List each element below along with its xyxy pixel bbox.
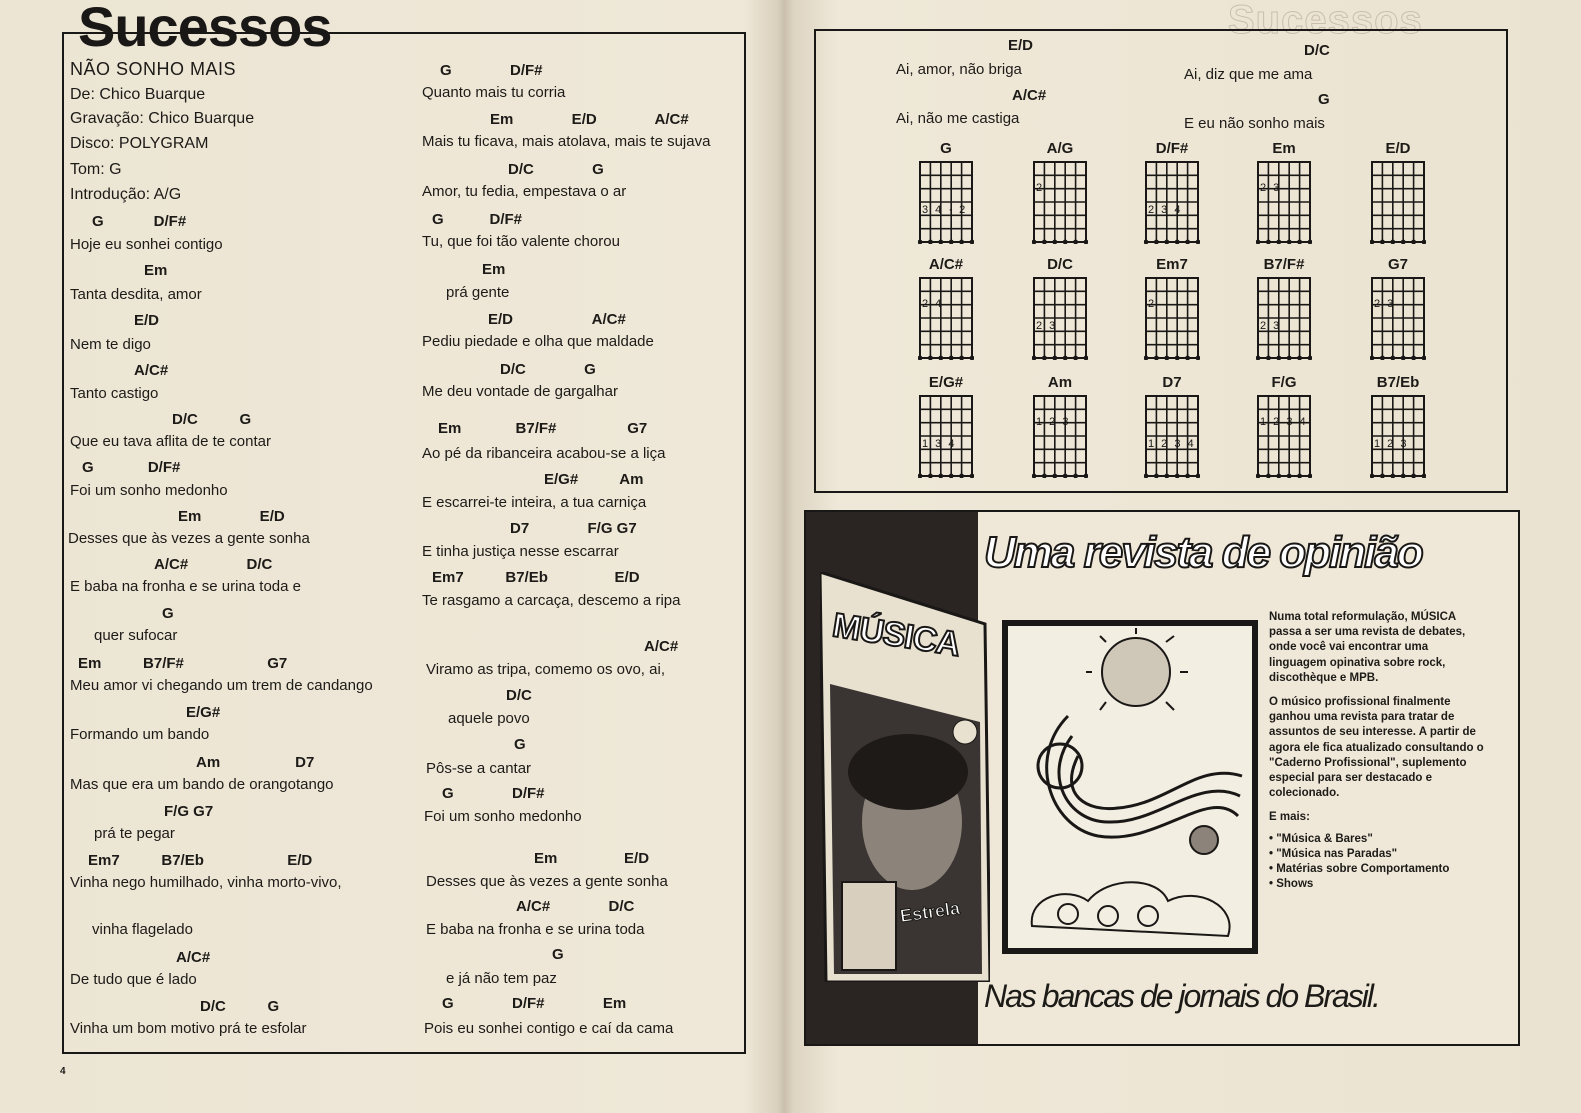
lyric-line: Hoje eu sonhei contigo (70, 236, 223, 253)
chord-line: Em (482, 261, 506, 278)
lyric-line: Nem te digo (70, 336, 151, 353)
magazine-cover (820, 572, 990, 982)
lyric-line: Ai, não me castiga (896, 110, 1020, 127)
chord-diagram (918, 140, 974, 244)
song-key: Tom: G (70, 161, 122, 178)
chord-diagram (1256, 374, 1312, 478)
finger-numbers: 2 3 (1260, 320, 1282, 332)
chord-line: A/C# D/C (516, 898, 635, 915)
chord-name: D7 (1162, 374, 1182, 391)
chord-diagram (1032, 140, 1088, 244)
ad-body-text (1269, 610, 1484, 892)
chord-line: A/C# (644, 638, 679, 655)
lyric-line: Vinha nego humilhado, vinha morto-vivo, (70, 874, 342, 891)
magazine-advertisement (804, 510, 1520, 1046)
sucessos-logo: Sucessos (78, 0, 332, 58)
chord-diagram (918, 256, 974, 360)
chord-name: A/C# (928, 256, 964, 273)
chord-line: G (1318, 91, 1330, 108)
chord-line: D/C (1304, 42, 1330, 59)
chord-name: E/G# (928, 374, 964, 391)
chord-line: D7 F/G G7 (510, 520, 637, 537)
finger-numbers: 2 3 4 (1148, 204, 1183, 216)
ad-headline: Uma revista de opinião (984, 528, 1422, 577)
lyric-line: E escarrei-te inteira, a tua carniça (422, 494, 647, 511)
lyric-line: Mas que era um bando de orangotango (70, 776, 334, 793)
chord-line: G (552, 946, 564, 963)
ad-bullet: • "Música & Bares" (1269, 832, 1373, 845)
chord-name: A/G (1046, 140, 1074, 157)
chord-line: E/D (1008, 37, 1034, 54)
chord-line: D/C (506, 687, 532, 704)
lyric-line: E tinha justiça nesse escarrar (422, 543, 619, 560)
finger-numbers: 1 2 3 (1374, 438, 1409, 450)
ad-paragraph-1: Numa total reformulação, MÚSICA passa a ser uma revista de debates, onde você vai encontrar uma linguagem opinativa sobre rock, discothèque e MPB. (1269, 611, 1466, 684)
chord-line: A/C# (134, 362, 169, 379)
lyric-line: Ai, amor, não briga (896, 61, 1022, 78)
chord-name: E/D (1385, 140, 1411, 157)
chord-line: D/C G (500, 361, 596, 378)
song-title: NÃO SONHO MAIS (70, 59, 237, 79)
chord-line: Em7 B7/Eb E/D (432, 569, 640, 586)
lyric-line: Vinha um bom motivo prá te esfolar (70, 1020, 307, 1037)
chord-diagram (1032, 256, 1088, 360)
chord-name: B7/Eb (1376, 374, 1420, 391)
chord-line: E/G# Am (544, 471, 644, 488)
chord-name: F/G (1271, 374, 1297, 391)
chord-diagram (1032, 374, 1088, 478)
lyric-line: Pôs-se a cantar (426, 760, 532, 777)
chord-line: D/C G (200, 998, 280, 1015)
chord-line: D/C G (508, 161, 604, 178)
lyric-line: Tanta desdita, amor (70, 286, 202, 303)
ghost-logo-bleedthrough: Sucessos (1228, 0, 1423, 42)
chord-diagram (1144, 374, 1200, 478)
chord-line: G (514, 736, 526, 753)
lyric-line: Tu, que foi tão valente chorou (422, 233, 620, 250)
finger-numbers: 3 4 · 2 (922, 204, 968, 216)
song-disc: Disco: POLYGRAM (70, 135, 209, 152)
chord-name: D/C (1047, 256, 1073, 273)
chord-line: Em B7/F# G7 (438, 420, 648, 437)
lyric-line: Ao pé da ribanceira acabou-se a liça (422, 445, 666, 462)
lyric-line: Tanto castigo (70, 385, 159, 402)
song-recording: Gravação: Chico Buarque (70, 110, 255, 127)
lyric-line: E eu não sonho mais (1184, 115, 1325, 132)
finger-numbers: 1 2 3 4 (1148, 438, 1196, 450)
chord-line: A/C# D/C (154, 556, 273, 573)
chord-line: G D/F# (432, 211, 523, 228)
ad-bullet: • Shows (1269, 878, 1314, 891)
lyric-line: Te rasgamo a carcaça, descemo a ripa (422, 592, 681, 609)
lyric-line: Pediu piedade e olha que maldade (422, 333, 654, 350)
chord-name: Am (1047, 374, 1073, 391)
lyric-line: aquele povo (448, 710, 530, 727)
chord-name: G7 (1387, 256, 1408, 273)
lyric-line: Pois eu sonhei contigo e caí da cama (424, 1020, 674, 1037)
chord-line: Am D7 (196, 754, 315, 771)
chord-diagram (1144, 140, 1200, 244)
chord-line: Em E/D (534, 850, 650, 867)
lyric-line: e já não tem paz (446, 970, 557, 987)
finger-numbers: 2 (1148, 298, 1157, 310)
lyric-line: Foi um sonho medonho (424, 808, 582, 825)
lyric-line: De tudo que é lado (70, 971, 197, 988)
lyric-line: Meu amor vi chegando um trem de candango (70, 677, 373, 694)
chord-name: G (940, 140, 952, 157)
finger-numbers: 1 2 3 (1036, 416, 1071, 428)
lyric-line: E baba na fronha e se urina toda (426, 921, 645, 938)
chord-line: E/G# (186, 704, 221, 721)
lyric-line: Formando um bando (70, 726, 210, 743)
ad-bullet: • Matérias sobre Comportamento (1269, 863, 1450, 876)
chord-line: D/C G (172, 411, 252, 428)
ad-bullet: • "Música nas Paradas" (1269, 847, 1398, 860)
page-number: 4 (60, 1066, 66, 1077)
chord-line: F/G G7 (164, 803, 214, 820)
lyric-line: prá te pegar (94, 825, 175, 842)
chord-diagram (1370, 256, 1426, 360)
lyric-line: Amor, tu fedia, empestava o ar (422, 183, 627, 200)
lyric-line: Desses que às vezes a gente sonha (68, 530, 310, 547)
song-intro: Introdução: A/G (70, 186, 182, 203)
chord-line: Em7 B7/Eb E/D (88, 852, 313, 869)
ad-paragraph-2: O músico profissional finalmente ganhou uma revista para tratar de assuntos de seu interesse. A partir de agora ele fica atualizado consultando o "Caderno Profissional", suplemento especial para ser destacado e colecionado. (1269, 696, 1484, 800)
ad-bullet-list (1269, 832, 1484, 893)
lyric-line: vinha flagelado (92, 921, 193, 938)
lyric-line: Ai, diz que me ama (1184, 66, 1313, 83)
chord-name: B7/F# (1263, 256, 1305, 273)
chord-line: E/D A/C# (488, 311, 626, 328)
chord-line: G D/F# (442, 785, 545, 802)
chord-line: A/C# (176, 949, 211, 966)
finger-numbers: 1 2 3 4 (1260, 416, 1308, 428)
cover-text: Estrela (898, 897, 962, 927)
lyric-line: Desses que às vezes a gente sonha (426, 873, 668, 890)
ad-footer-slogan: Nas bancas de jornais do Brasil. (984, 978, 1379, 1014)
chord-diagram (1370, 140, 1426, 244)
chord-diagram (1256, 256, 1312, 360)
chord-line: Em B7/F# G7 (78, 655, 288, 672)
lyric-line: Que eu tava aflita de te contar (70, 433, 271, 450)
ad-more-label: E mais: (1269, 811, 1310, 824)
chord-name: Em (1272, 140, 1296, 157)
chord-line: Em (144, 262, 168, 279)
chord-diagram (1370, 374, 1426, 478)
chord-diagram (1144, 256, 1200, 360)
lyric-line: Viramo as tripa, comemo os ovo, ai, (426, 661, 665, 678)
chord-diagram (918, 374, 974, 478)
chord-line: G D/F# (82, 459, 181, 476)
finger-numbers: 2 3 (1374, 298, 1396, 310)
lyric-line: prá gente (446, 284, 510, 301)
sun-music-illustration (1002, 620, 1258, 954)
chord-line: G D/F# (440, 62, 543, 79)
chord-diagram (1256, 140, 1312, 244)
lyric-line: E baba na fronha e se urina toda e (70, 578, 302, 595)
lyric-line: Foi um sonho medonho (70, 482, 228, 499)
finger-numbers: 2 (1036, 182, 1045, 194)
chord-name: Em7 (1156, 256, 1188, 273)
finger-numbers: 2 3 (1260, 182, 1282, 194)
chord-line: G D/F# Em (442, 995, 627, 1012)
chord-line: G (162, 605, 174, 622)
finger-numbers: 2 3 (1036, 320, 1058, 332)
song-author: De: Chico Buarque (70, 86, 206, 103)
chord-line: E/D (134, 312, 160, 329)
chord-line: A/C# (1012, 87, 1047, 104)
lyric-line: Quanto mais tu corria (422, 84, 566, 101)
chord-name: D/F# (1155, 140, 1189, 157)
chord-line: Em E/D (178, 508, 285, 525)
lyric-line: Me deu vontade de gargalhar (422, 383, 618, 400)
lyric-line: Mais tu ficava, mais atolava, mais te sujava (422, 133, 711, 150)
chord-line: Em E/D A/C# (490, 111, 689, 128)
chord-line: G D/F# (92, 213, 187, 230)
finger-numbers: 1 3 4 (922, 438, 957, 450)
finger-numbers: 2 4 (922, 298, 944, 310)
lyric-line: quer sufocar (94, 627, 178, 644)
magazine-title: MÚSICA (829, 606, 963, 664)
